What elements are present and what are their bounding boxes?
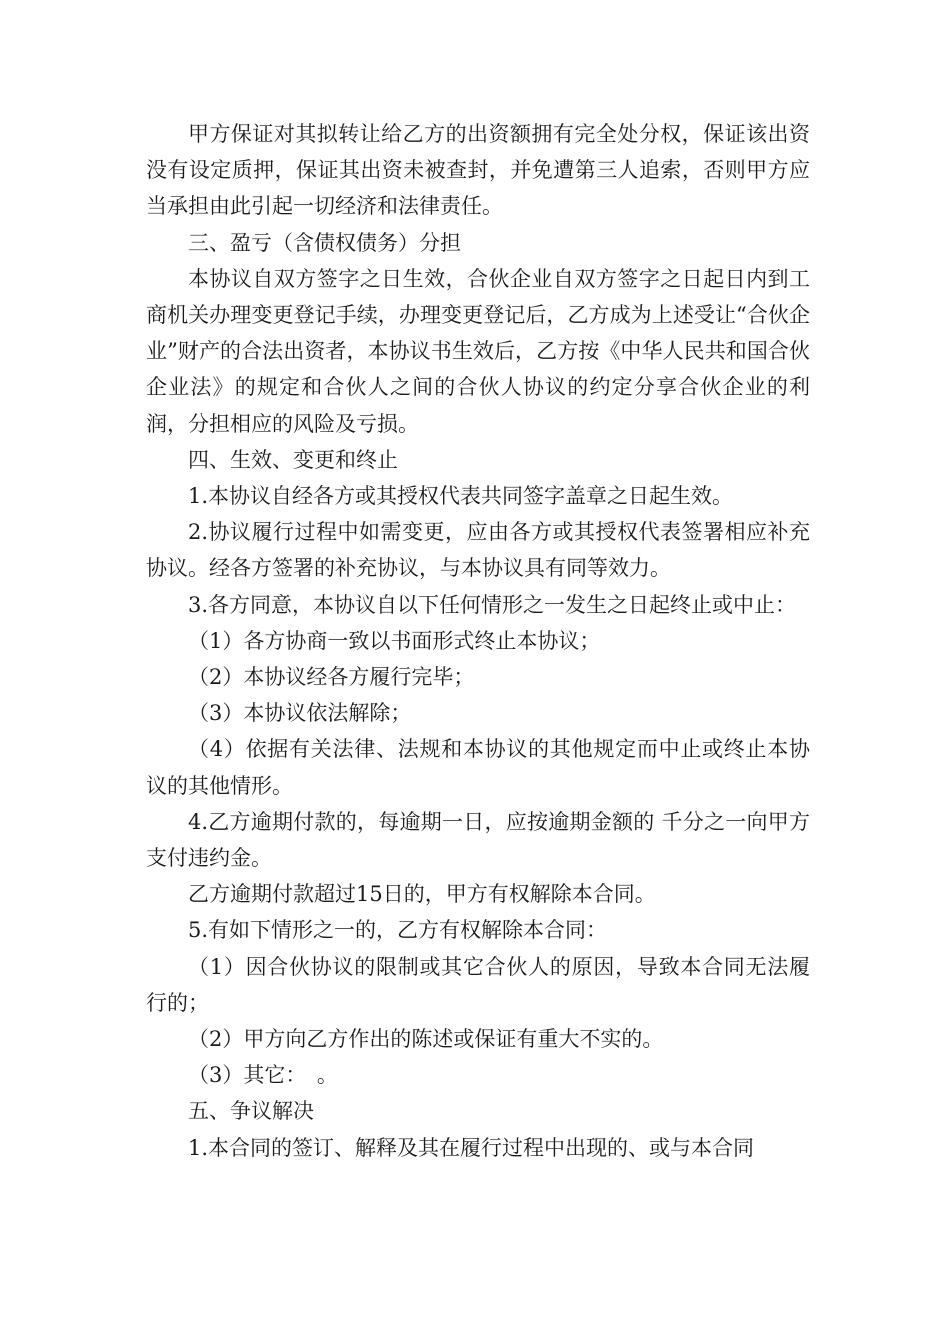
document-body	[146, 116, 810, 1166]
termination-item-1: （1）各方协商一致以书面形式终止本协议；	[188, 628, 601, 653]
clause-2-amendment: 2.协议履行过程中如需变更，应由各方或其授权代表签署相应补充协议。经各方签署的补充协议，与本协议具有同等效力。	[146, 520, 810, 581]
section-heading-effect-change-termination: 四、生效、变更和终止	[188, 447, 398, 472]
rescission-item-2: （2）甲方向乙方作出的陈述或保证有重大不实的。	[188, 1027, 664, 1052]
clause-4-late-payment: 4.乙方逾期付款的，每逾期一日，应按逾期金额的 千分之一向甲方支付违约金。	[146, 809, 810, 871]
termination-item-3: （3）本协议依法解除；	[188, 701, 412, 726]
clause-5-rescission-rights: 5.有如下情形之一的，乙方有权解除本合同：	[188, 918, 608, 943]
rescission-item-1: （1）因合伙协议的限制或其它合伙人的原因，导致本合同无法履行的；	[146, 954, 810, 1015]
termination-item-2: （2）本协议经各方履行完毕；	[188, 665, 475, 690]
paragraph-late-payment-rescission: 乙方逾期付款超过15日的，甲方有权解除本合同。	[188, 882, 656, 907]
termination-item-4: （4）依据有关法律、法规和本协议的其他规定而中止或终止本协议的其他情形。	[146, 737, 810, 798]
section-heading-profit-loss: 三、盈亏（含债权债务）分担	[188, 230, 461, 255]
clause-3-termination: 3.各方同意，本协议自以下任何情形之一发生之日起终止或中止：	[188, 592, 797, 617]
clause-1-effective: 1.本协议自经各方或其授权代表共同签字盖章之日起生效。	[188, 484, 734, 509]
paragraph-guarantee: 甲方保证对其拟转让给乙方的出资额拥有完全处分权，保证该出资没有设定质押，保证其出资未被查封，并免遭第三人追索，否则甲方应当承担由此引起一切经济和法律责任。	[146, 122, 810, 219]
paragraph-effective-registration: 本协议自双方签字之日生效，合伙企业自双方签字之日起日内到工商机关办理变更登记手续，办理变更登记后，乙方成为上述受让“合伙企业”财产的合法出资者，本协议书生效后，乙方按《中华人民共和国合伙企业法》的规定和合伙人之间的合伙人协议的约定分享合伙企业的利润，分担相应的风险及亏损。	[146, 266, 810, 436]
clause-1-dispute: 1.本合同的签订、解释及其在履行过程中出现的、或与本合同	[188, 1135, 755, 1160]
section-heading-dispute-resolution: 五、争议解决	[188, 1099, 314, 1124]
rescission-item-3: （3）其它： 。	[188, 1063, 338, 1088]
